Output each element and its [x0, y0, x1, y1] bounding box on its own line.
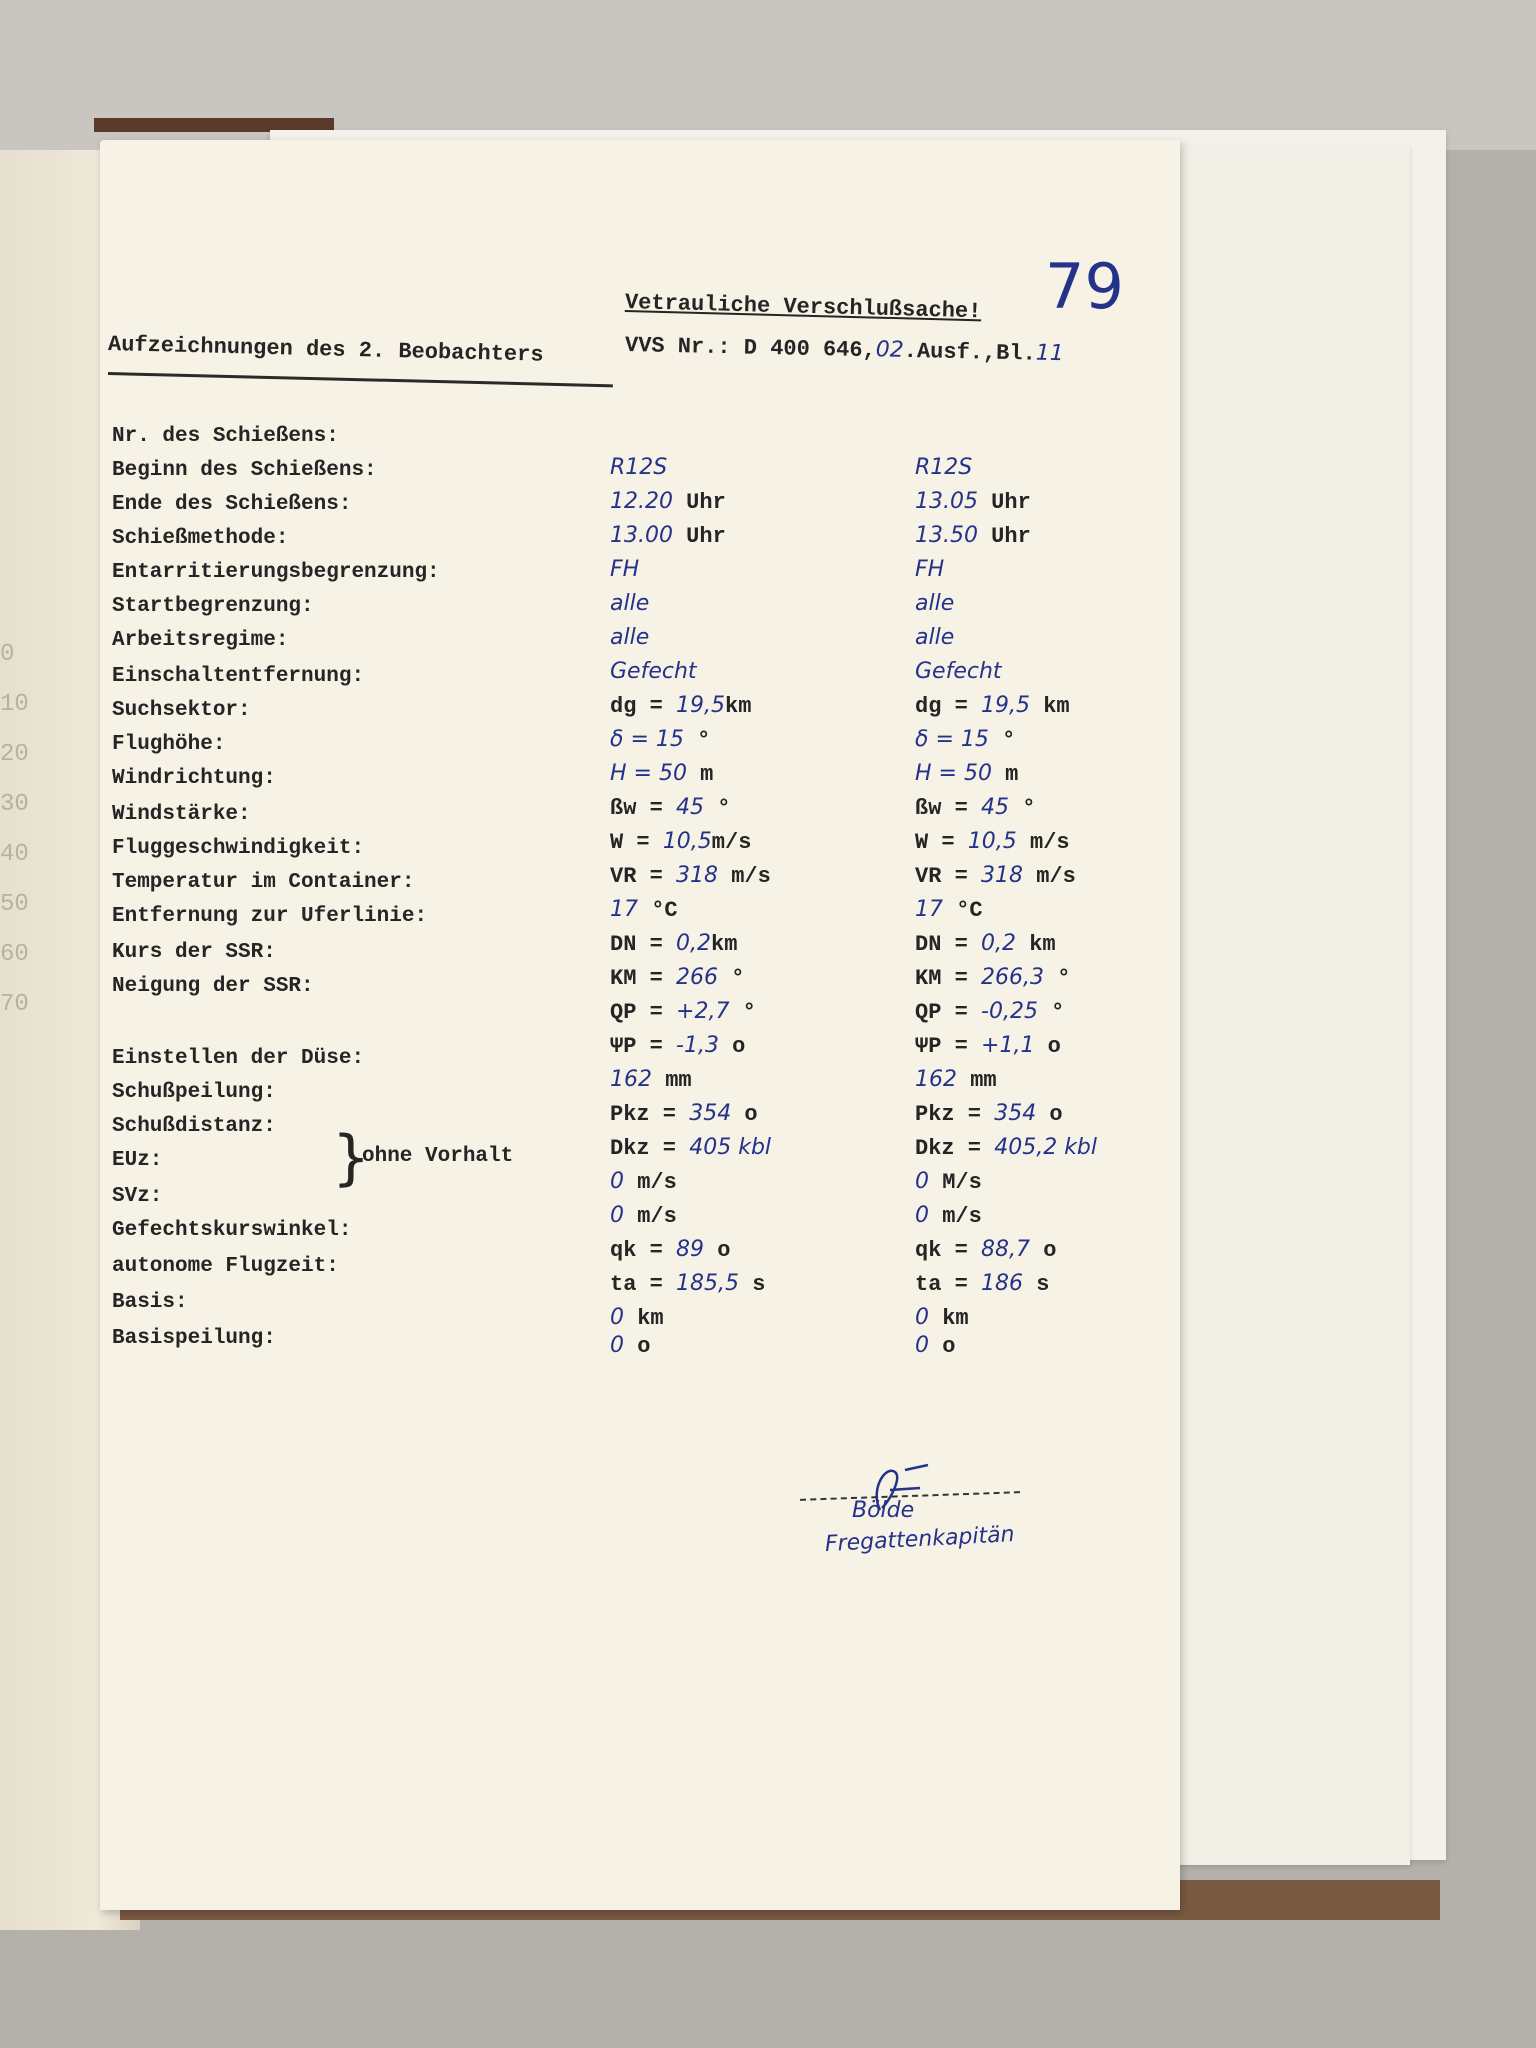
- value-hand: 0: [915, 1169, 929, 1194]
- field-label: Entarritierungsbegrenzung:: [112, 561, 440, 584]
- value-row: [610, 523, 850, 549]
- value-hand: 318: [981, 863, 1024, 888]
- value-hand: 185,5: [676, 1271, 739, 1296]
- document-page: [100, 140, 1180, 1910]
- value-row: [915, 965, 1155, 991]
- value-post: o: [704, 1238, 731, 1263]
- value-hand: 13.00: [610, 523, 673, 548]
- value-hand: 0: [915, 1333, 929, 1358]
- left-page-mark: 10: [0, 691, 29, 718]
- value-row: [610, 591, 850, 617]
- value-hand: 162: [610, 1067, 652, 1092]
- value-row: [915, 897, 1155, 923]
- value-row: [610, 1271, 850, 1297]
- field-label: Beginn des Schießens:: [112, 459, 377, 482]
- value-pre: KM =: [915, 966, 982, 991]
- value-hand: 405 kbl: [689, 1135, 772, 1160]
- value-post: km: [929, 1306, 969, 1331]
- value-post: °: [718, 966, 745, 991]
- value-post: o: [1030, 1238, 1057, 1263]
- value-pre: DN =: [610, 932, 677, 957]
- value-row: [610, 1169, 850, 1195]
- value-row: [915, 1203, 1155, 1229]
- value-hand: 0,2: [676, 931, 712, 956]
- value-row: [610, 727, 850, 753]
- value-hand: R12S: [915, 455, 973, 480]
- field-label: Schußpeilung:: [112, 1081, 276, 1104]
- value-post: °C: [943, 898, 983, 923]
- value-pre: VR =: [610, 864, 677, 889]
- value-pre: ΨP =: [610, 1034, 677, 1059]
- value-hand: FH: [915, 557, 945, 582]
- value-post: o: [1036, 1102, 1063, 1127]
- value-post: km: [1030, 694, 1070, 719]
- value-hand: 19,5: [676, 693, 725, 718]
- value-post: km: [1016, 932, 1056, 957]
- value-row: [610, 455, 850, 481]
- value-hand: 405,2 kbl: [994, 1135, 1098, 1160]
- vvs-number-line: [625, 332, 1064, 367]
- value-post: °: [683, 728, 711, 753]
- value-hand: alle: [915, 625, 955, 650]
- value-hand: 354: [994, 1101, 1037, 1126]
- value-row: [610, 1033, 850, 1059]
- value-row: [610, 1237, 850, 1263]
- value-post: °: [988, 728, 1016, 753]
- value-hand: Gefecht: [610, 659, 697, 684]
- value-post: Uhr: [977, 490, 1031, 515]
- value-row: [610, 795, 850, 821]
- value-row: [610, 1333, 850, 1359]
- value-row: [915, 1271, 1155, 1297]
- vvs-sheet-handwritten: 11: [1035, 340, 1065, 367]
- value-post: °: [1009, 796, 1036, 821]
- field-label: Suchsektor:: [112, 699, 251, 722]
- value-post: km: [711, 932, 738, 957]
- value-hand: +1,1: [981, 1033, 1035, 1058]
- field-label: Schußdistanz:: [112, 1115, 276, 1138]
- value-row: [915, 591, 1155, 617]
- vvs-copy-handwritten: 02: [875, 337, 905, 363]
- value-post: o: [624, 1334, 651, 1359]
- value-post: m/s: [711, 830, 752, 855]
- left-page-mark: 70: [0, 991, 29, 1018]
- value-row: [610, 931, 850, 957]
- page-number: 79: [1045, 250, 1124, 323]
- value-row: [610, 863, 850, 889]
- field-label: Einschaltentfernung:: [112, 665, 365, 688]
- value-post: km: [725, 694, 752, 719]
- field-label: Startbegrenzung:: [112, 595, 314, 618]
- value-hand: 354: [689, 1101, 732, 1126]
- value-post: °C: [638, 898, 678, 923]
- value-pre: ta =: [915, 1272, 982, 1297]
- value-post: °: [729, 1000, 756, 1025]
- field-label: EUz:: [112, 1149, 163, 1172]
- field-label: Schießmethode:: [112, 527, 289, 550]
- value-hand: H = 50: [610, 761, 687, 786]
- field-label: Nr. des Schießens:: [112, 425, 339, 448]
- field-label: Ende des Schießens:: [112, 493, 352, 516]
- value-row: [915, 1169, 1155, 1195]
- field-label: Entfernung zur Uferlinie:: [112, 905, 428, 928]
- value-pre: qk =: [915, 1238, 982, 1263]
- value-post: m/s: [1016, 830, 1070, 855]
- value-pre: Pkz =: [610, 1102, 690, 1127]
- field-label: Basispeilung:: [112, 1327, 276, 1350]
- value-hand: 0: [610, 1203, 624, 1228]
- left-page-mark: 20: [0, 741, 29, 768]
- value-row: [915, 1033, 1155, 1059]
- value-row: [915, 761, 1155, 787]
- value-post: Uhr: [672, 490, 726, 515]
- value-hand: R12S: [610, 455, 668, 480]
- value-row: [915, 1305, 1155, 1331]
- value-pre: ßw =: [610, 796, 677, 821]
- value-row: [610, 1101, 850, 1127]
- value-row: [915, 557, 1155, 583]
- value-hand: 45: [676, 795, 705, 820]
- value-hand: alle: [610, 591, 650, 616]
- value-post: °: [1037, 1000, 1065, 1025]
- value-post: m/s: [624, 1170, 677, 1195]
- value-hand: 10,5: [967, 829, 1017, 854]
- value-row: [610, 965, 850, 991]
- value-row: [915, 1333, 1155, 1359]
- field-label: Flughöhe:: [112, 733, 226, 756]
- value-hand: 13.05: [915, 489, 978, 514]
- field-label: Fluggeschwindigkeit:: [112, 837, 365, 860]
- left-page-mark: 40: [0, 841, 29, 868]
- value-row: [610, 897, 850, 923]
- value-row: [610, 1135, 850, 1161]
- value-post: s: [739, 1272, 766, 1297]
- value-hand: 186: [981, 1271, 1024, 1296]
- value-row: [610, 761, 850, 787]
- value-row: [915, 489, 1155, 515]
- value-post: °: [1044, 966, 1071, 991]
- value-hand: 10,5: [662, 829, 712, 854]
- value-row: [610, 659, 850, 685]
- value-row: [915, 1135, 1155, 1161]
- value-post: m: [991, 762, 1019, 787]
- left-page-mark: 0: [0, 641, 15, 668]
- value-pre: DN =: [915, 932, 982, 957]
- value-post: m/s: [1023, 864, 1076, 889]
- value-post: s: [1023, 1272, 1050, 1297]
- value-post: mm: [957, 1068, 997, 1093]
- vvs-typed: VVS Nr.: D 400 646,: [624, 333, 877, 364]
- left-page-mark: 30: [0, 791, 29, 818]
- value-hand: 0: [610, 1169, 624, 1194]
- value-row: [610, 557, 850, 583]
- value-hand: 17: [610, 897, 638, 922]
- label-note: ohne Vorhalt: [362, 1145, 514, 1168]
- value-row: [610, 999, 850, 1025]
- value-row: [915, 693, 1155, 719]
- value-post: km: [624, 1306, 664, 1331]
- value-row: [610, 1203, 850, 1229]
- value-post: m/s: [624, 1204, 677, 1229]
- value-pre: Dkz =: [915, 1136, 995, 1161]
- value-row: [915, 455, 1155, 481]
- value-hand: 266: [676, 965, 719, 990]
- value-post: m/s: [718, 864, 771, 889]
- value-hand: 0: [915, 1203, 929, 1228]
- value-pre: qk =: [610, 1238, 677, 1263]
- value-row: [915, 727, 1155, 753]
- field-label: Arbeitsregime:: [112, 629, 289, 652]
- field-label: Temperatur im Container:: [112, 871, 415, 894]
- value-row: [915, 863, 1155, 889]
- value-hand: H = 50: [915, 761, 992, 786]
- value-hand: 19,5: [981, 693, 1030, 718]
- signature-rank: Fregattenkapitän: [824, 1522, 1016, 1557]
- field-label: autonome Flugzeit:: [112, 1255, 339, 1278]
- value-post: o: [718, 1034, 746, 1059]
- value-row: [915, 1067, 1155, 1093]
- field-label: Neigung der SSR:: [112, 975, 314, 998]
- left-page-mark: 50: [0, 891, 29, 918]
- field-label: Kurs der SSR:: [112, 941, 276, 964]
- value-pre: ßw =: [915, 796, 982, 821]
- field-label: Windrichtung:: [112, 767, 276, 790]
- value-hand: 89: [676, 1237, 705, 1262]
- value-post: Uhr: [672, 524, 726, 549]
- value-row: [915, 659, 1155, 685]
- value-row: [915, 523, 1155, 549]
- value-hand: alle: [915, 591, 955, 616]
- value-hand: 0: [915, 1305, 929, 1330]
- value-post: °: [704, 796, 731, 821]
- value-row: [915, 999, 1155, 1025]
- value-hand: 88,7: [981, 1237, 1030, 1262]
- vvs-mid: .Ausf.,Bl.: [903, 338, 1037, 367]
- value-post: M/s: [929, 1170, 982, 1195]
- value-post: o: [929, 1334, 956, 1359]
- field-label: Gefechtskurswinkel:: [112, 1219, 352, 1242]
- value-row: [915, 1101, 1155, 1127]
- value-hand: +2,7: [676, 999, 730, 1024]
- value-pre: W =: [915, 830, 968, 855]
- value-row: [915, 1237, 1155, 1263]
- value-hand: Gefecht: [915, 659, 1002, 684]
- value-pre: Pkz =: [915, 1102, 995, 1127]
- value-hand: -1,3: [676, 1033, 719, 1058]
- value-post: m: [686, 762, 714, 787]
- value-row: [610, 1305, 850, 1331]
- value-row: [610, 693, 850, 719]
- value-pre: ta =: [610, 1272, 677, 1297]
- value-pre: KM =: [610, 966, 677, 991]
- left-page-marks: [0, 630, 60, 1030]
- value-hand: 13.50: [915, 523, 978, 548]
- value-post: o: [731, 1102, 758, 1127]
- value-pre: W =: [610, 830, 663, 855]
- value-hand: δ = 15: [610, 727, 684, 752]
- value-post: mm: [652, 1068, 692, 1093]
- classification-heading: Vetrauliche Verschlußsache!: [624, 290, 982, 325]
- value-hand: 17: [915, 897, 943, 922]
- value-row: [610, 489, 850, 515]
- value-hand: 318: [676, 863, 719, 888]
- value-post: m/s: [929, 1204, 982, 1229]
- value-hand: 0: [610, 1305, 624, 1330]
- value-row: [915, 795, 1155, 821]
- value-post: Uhr: [977, 524, 1031, 549]
- value-post: o: [1034, 1034, 1061, 1059]
- value-hand: -0,25: [981, 999, 1038, 1024]
- value-row: [915, 931, 1155, 957]
- value-hand: 162: [915, 1067, 957, 1092]
- value-hand: δ = 15: [915, 727, 989, 752]
- field-label: Windstärke:: [112, 803, 251, 826]
- document-title: Aufzeichnungen des 2. Beobachters: [107, 332, 544, 368]
- value-hand: 266,3: [981, 965, 1044, 990]
- value-row: [915, 625, 1155, 651]
- value-hand: 45: [981, 795, 1010, 820]
- value-row: [915, 829, 1155, 855]
- value-hand: 12.20: [610, 489, 673, 514]
- value-row: [610, 625, 850, 651]
- value-row: [610, 829, 850, 855]
- value-hand: alle: [610, 625, 650, 650]
- value-hand: 0: [610, 1333, 624, 1358]
- left-page-mark: 60: [0, 941, 29, 968]
- signature-name: Bölde: [852, 1498, 915, 1523]
- value-pre: QP =: [915, 1000, 982, 1025]
- field-label: Einstellen der Düse:: [112, 1047, 365, 1070]
- value-pre: VR =: [915, 864, 982, 889]
- brace: }: [332, 1123, 371, 1193]
- value-row: [610, 1067, 850, 1093]
- value-pre: Dkz =: [610, 1136, 690, 1161]
- value-pre: dg =: [610, 694, 677, 719]
- value-pre: ΨP =: [915, 1034, 982, 1059]
- value-pre: dg =: [915, 694, 982, 719]
- field-label: SVz:: [112, 1185, 163, 1208]
- value-hand: FH: [610, 557, 640, 582]
- value-hand: 0,2: [981, 931, 1017, 956]
- value-pre: QP =: [610, 1000, 677, 1025]
- title-underline: [108, 372, 613, 387]
- field-label: Basis:: [112, 1291, 188, 1314]
